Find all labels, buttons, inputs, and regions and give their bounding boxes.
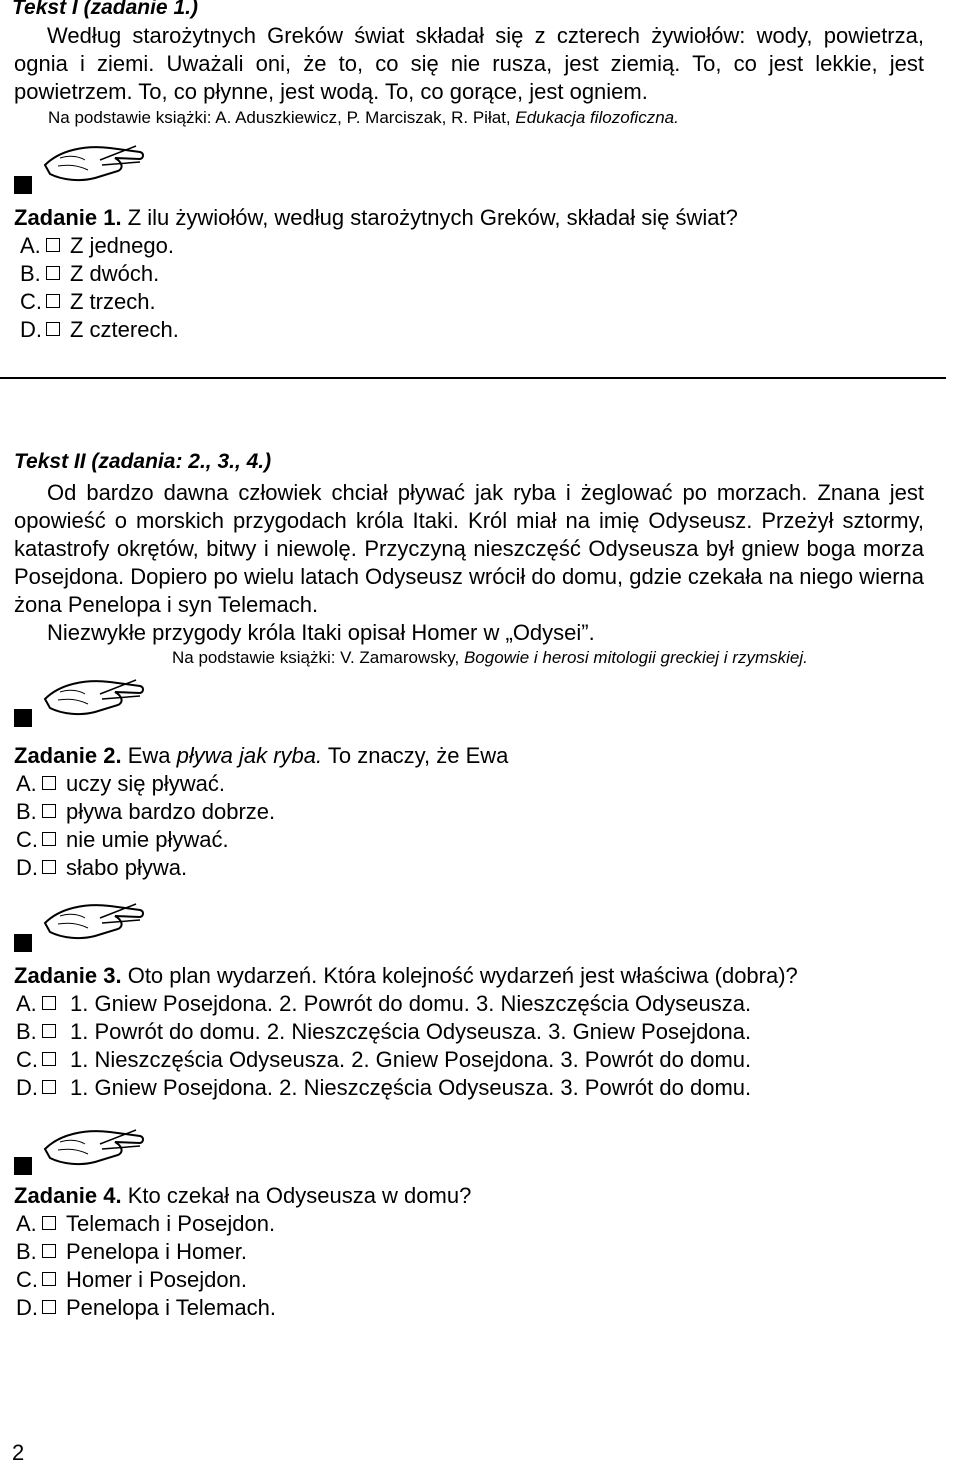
text2-heading: Tekst II (zadania: 2., 3., 4.) [14,450,272,473]
option-text: Z trzech. [70,289,156,314]
writing-hand-icon [40,140,150,190]
checkbox[interactable] [46,238,60,252]
writing-hand-icon [40,1124,150,1174]
option-letter: B. [16,1239,37,1264]
option-text: 1. Powrót do domu. 2. Nieszczęścia Odyseusza. 3. Gniew Posejdona. [70,1019,752,1044]
task4-label: Zadanie 4. [14,1183,122,1208]
text2-paragraph-text: Od bardzo dawna człowiek chciał pływać jak ryba i żeglować po morzach. Znana jest opowieść o morskich przygodach króla Itaki. Król miał na imię Odyseusz. Przeżył sztormy, katastrofy okrętów, bitwy i niewolę. Przyczyną nieszczęść Odyseusza był gniew boga morza Posejdona. Dopiero po wielu latach Odyseusz wrócił do domu, gdzie czekała na niego wierna żona Penelopa i syn Telemach. [14,480,924,617]
task2-option-b[interactable] [16,798,275,826]
option-letter: B. [20,261,41,286]
task1-label: Zadanie 1. [14,205,122,230]
task1-question-text: Z ilu żywiołów, według starożytnych Greków, składał się świat? [121,205,738,230]
option-text: Penelopa i Telemach. [66,1295,276,1320]
text1-heading: Tekst I (zadanie 1.) [12,0,198,19]
option-letter: D. [16,855,38,880]
checkbox[interactable] [46,266,60,280]
option-letter: D. [16,1295,38,1320]
task2-option-a[interactable] [16,770,225,798]
task3-option-b[interactable] [16,1018,751,1046]
task2-question [14,742,508,770]
task2-q-italic: pływa jak ryba. [176,743,323,768]
writing-hand-icon [40,898,150,948]
task4-option-b[interactable] [16,1238,247,1266]
text1-source-prefix: Na podstawie książki: A. Aduszkiewicz, P. Marciszak, R. Piłat, [48,108,516,127]
task2-q-pre: Ewa [121,743,177,768]
checkbox[interactable] [42,860,56,874]
task1-option-c[interactable] [20,288,156,316]
option-text: 1. Gniew Posejdona. 2. Powrót do domu. 3. Nieszczęścia Odyseusza. [70,991,752,1016]
page-number: 2 [12,1440,25,1465]
task1-question [14,204,738,232]
black-square-marker [14,176,32,194]
option-letter: D. [16,1075,38,1100]
option-text: Telemach i Posejdon. [66,1211,276,1236]
checkbox[interactable] [46,322,60,336]
text2-paragraph2: Niezwykłe przygody króla Itaki opisał Homer w „Odysei”. [47,620,595,645]
option-text: 1. Gniew Posejdona. 2. Nieszczęścia Odyseusza. 3. Powrót do domu. [70,1075,752,1100]
option-text: Homer i Posejdon. [66,1267,247,1292]
checkbox[interactable] [42,1080,56,1094]
option-letter: C. [20,289,42,314]
checkbox[interactable] [42,1244,56,1258]
black-square-marker [14,1157,32,1175]
option-letter: D. [20,317,42,342]
checkbox[interactable] [42,832,56,846]
checkbox[interactable] [42,996,56,1010]
task1-option-d[interactable] [20,316,179,344]
task1-option-a[interactable] [20,232,174,260]
option-letter: B. [16,799,37,824]
option-letter: C. [16,827,38,852]
option-text: Z dwóch. [70,261,160,286]
task4-question-text: Kto czekał na Odyseusza w domu? [121,1183,472,1208]
task3-label: Zadanie 3. [14,963,122,988]
checkbox[interactable] [46,294,60,308]
task2-option-c[interactable] [16,826,229,854]
text2-paragraph [14,479,924,619]
section-divider [0,377,946,379]
task3-option-c[interactable] [16,1046,751,1074]
option-letter: B. [16,1019,37,1044]
option-text: nie umie pływać. [66,827,229,852]
option-letter: C. [16,1047,38,1072]
text1-paragraph-text: Według starożytnych Greków świat składał się z czterech żywiołów: wody, powietrza, ognia i ziemi. Uważali oni, że to, co się nie rusza, jest ziemią. To, co jest lekkie, jest powietrzem. To, co płynne, jest wodą. To, co gorące, jest ogniem. [14,23,924,104]
task2-q-post: To znaczy, że Ewa [322,743,509,768]
text2-source-title: Bogowie i herosi mitologii greckiej i rzymskiej. [463,648,808,667]
black-square-marker [14,934,32,952]
task4-option-c[interactable] [16,1266,247,1294]
task4-option-a[interactable] [16,1210,275,1238]
option-text: Penelopa i Homer. [66,1239,247,1264]
text1-paragraph [14,22,924,106]
checkbox[interactable] [42,804,56,818]
text1-source [48,107,679,129]
option-letter: A. [16,991,37,1016]
task3-question [14,962,798,990]
option-text: słabo pływa. [66,855,188,880]
task2-label: Zadanie 2. [14,743,122,768]
checkbox[interactable] [42,1272,56,1286]
option-text: 1. Nieszczęścia Odyseusza. 2. Gniew Posejdona. 3. Powrót do domu. [70,1047,752,1072]
task4-question [14,1182,471,1210]
option-text: Z czterech. [70,317,179,342]
option-text: pływa bardzo dobrze. [66,799,276,824]
checkbox[interactable] [42,776,56,790]
checkbox[interactable] [42,1052,56,1066]
task4-option-d[interactable] [16,1294,276,1322]
writing-hand-icon [40,674,150,724]
checkbox[interactable] [42,1024,56,1038]
text1-source-title: Edukacja filozoficzna. [515,108,679,127]
option-letter: A. [16,771,37,796]
black-square-marker [14,709,32,727]
task3-option-a[interactable] [16,990,751,1018]
text2-source [172,647,808,669]
checkbox[interactable] [42,1300,56,1314]
option-letter: A. [16,1211,37,1236]
text2-source-prefix: Na podstawie książki: V. Zamarowsky, [172,648,464,667]
option-letter: A. [20,233,41,258]
option-text: uczy się pływać. [66,771,225,796]
task2-option-d[interactable] [16,854,187,882]
option-text: Z jednego. [70,233,174,258]
option-letter: C. [16,1267,38,1292]
task3-question-text: Oto plan wydarzeń. Która kolejność wydarzeń jest właściwa (dobra)? [121,963,798,988]
task3-option-d[interactable] [16,1074,751,1102]
checkbox[interactable] [42,1216,56,1230]
task1-option-b[interactable] [20,260,159,288]
